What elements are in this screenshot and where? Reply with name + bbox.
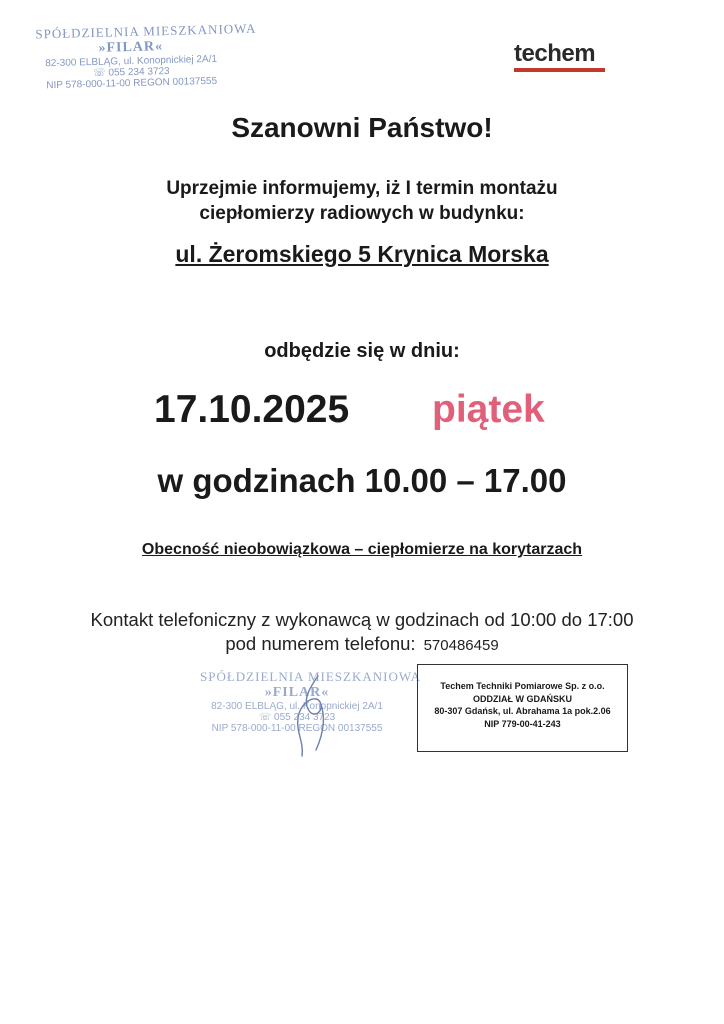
cooperative-stamp-top	[35, 20, 257, 92]
stamp-address: 82-300 ELBLĄG, ul. Konopnickiej 2A/1	[45, 53, 218, 70]
company-name: Techem Techniki Pomiarowe Sp. z o.o.	[440, 681, 605, 691]
stamp-name: SPÓŁDZIELNIA MIESZKANIOWA	[35, 20, 257, 42]
stamp-phone: ☏ 055 234 3723	[93, 65, 170, 79]
stamp-ids: NIP 578-000-11-00 REGON 00137555	[211, 723, 383, 734]
stamp-brand: »FILAR«	[264, 685, 330, 700]
contact-line-1: Kontakt telefoniczny z wykonawcą w godzinach od 10:00 do 17:00	[90, 609, 634, 630]
logo-underline	[514, 68, 605, 72]
when-label: odbędzie się w dniu:	[264, 340, 460, 362]
contact-phone-number: 570486459	[423, 637, 499, 654]
company-address: 80-307 Gdańsk, ul. Abrahama 1a pok.2.06	[434, 706, 611, 716]
installation-hours: w godzinach 10.00 – 17.00	[157, 462, 567, 499]
attendance-note: Obecność nieobowiązkowa – ciepłomierze na korytarzach	[141, 541, 583, 558]
installation-weekday: piątek	[432, 388, 545, 431]
stamp-name: SPÓŁDZIELNIA MIESZKANIOWA	[200, 669, 422, 684]
stamp-brand: »FILAR«	[98, 39, 164, 56]
greeting-heading: Szanowni Państwo!	[231, 112, 493, 143]
contact-phone-label: pod numerem telefonu:	[225, 633, 416, 654]
stamp-address: 82-300 ELBLĄG, ul. Konopnickiej 2A/1	[211, 701, 383, 712]
company-info-box	[417, 664, 628, 752]
signature	[280, 672, 350, 762]
intro-line-2: ciepłomierzy radiowych w budynku:	[199, 203, 525, 224]
intro-line-1: Uprzejmie informujemy, iż I termin montażu	[166, 178, 558, 199]
company-nip: NIP 779-00-41-243	[484, 718, 561, 729]
intro-text	[0, 176, 724, 226]
contact-line-2	[0, 632, 724, 658]
company-branch: ODDZIAŁ W GDAŃSKU	[473, 693, 572, 704]
stamp-ids: NIP 578-000-11-00 REGON 00137555	[46, 75, 218, 92]
building-address: ul. Żeromskiego 5 Krynica Morska	[175, 241, 549, 267]
stamp-phone: ☏ 055 234 3723	[258, 712, 336, 723]
contact-info	[0, 608, 724, 658]
techem-logo: techem	[514, 40, 596, 67]
installation-date: 17.10.2025	[154, 388, 350, 431]
